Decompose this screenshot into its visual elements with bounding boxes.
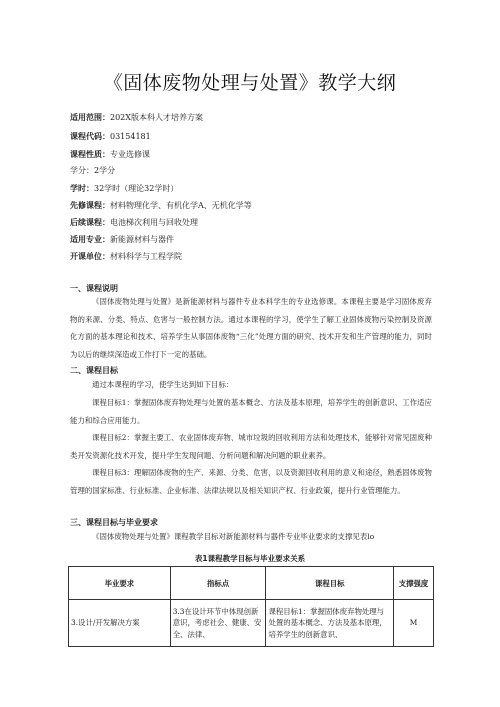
meta-line [70,131,151,142]
cell-course-goal: 课程目标1：掌握固体废弃物处理与处置的基本概念、方法及基本原理，培养学生的创新意识、 [266,600,394,647]
goal-3-paragraph: 课程目标3：理解固体废物的生产、来源、分类、危害，以及资源回收利用的意义和途径，熟悉固体废物管理的国家标准、行业标准、企业标准、法律法规以及相关知识产权、行业政策，提升行业管理能力。 [70,468,432,495]
meta-label: 课程性质： [70,150,110,159]
goal-2-paragraph: 课程目标2：掌握主要工、农业固体废弃物、城市垃圾的回收利用方法和处理技术，能够针对常见固废种类开发资源化技术开发，提升学生发现问题、分析问题和解决问题的职业素养。 [70,433,432,460]
meta-line [70,217,198,228]
meta-line [70,165,115,176]
section-3-paragraph: 《固体废物处理与处置》课程教学目标对新能源材料与器件专业毕业要求的支撑见表lo [92,532,375,541]
goals-requirements-table [68,566,434,647]
meta-value: 03154181 [110,132,151,141]
section-heading-1: 一、课程说明 [70,284,118,293]
header-support-strength: 支撑强度 [394,567,434,600]
meta-line [70,112,203,123]
meta-line [70,200,252,211]
meta-line [70,251,182,262]
document-title: 《固体废物处理与处置》教学大纲 [103,72,397,94]
table-caption: 表1课程教学目标与毕业要求关系 [194,554,306,563]
meta-line [70,183,178,194]
meta-label: 先修课程： [70,201,110,210]
meta-label: 学时： [70,184,94,193]
section-1-paragraph: 《固体废物处理与处置》是新能源材料与器件专业本科学生的专业选修课。本课程主要是学习固体废弃物的来源、分类、特点、危害与一般控制方法。通过本课程的学习，使学生了解工业固体废物污染控制及资源化方面的基本理论和技术、培养学生从事固体废物“三化”处理方面的研究、技术开发和生产管理的能力，同时为以后的继续深造或工作打下一定的基础。 [70,297,432,359]
meta-label: 后续课程： [70,218,110,227]
section-heading-3: 三、课程目标与毕业要求 [70,518,158,527]
meta-value: 学分：2学分 [70,166,116,175]
section-2-intro: 通过本课程的学习，使学生达到如下目标： [92,380,234,389]
meta-value: 专业选修课 [110,150,150,159]
meta-value: 材料物理化学、有机化学A、无机化学等 [110,201,252,210]
table-header-row [69,567,434,600]
meta-value: 材料科学与工程学院 [110,252,182,261]
header-course-goal: 课程目标 [266,567,394,600]
meta-line [70,149,150,160]
cell-support-strength: M [394,600,434,647]
header-graduation-requirement: 毕业要求 [69,567,171,600]
meta-label: 适用范围： [70,113,110,122]
meta-value: 电池梯次利用与回收处理 [110,218,198,227]
meta-line [70,234,174,245]
meta-value: 202X版本科人才培养方案 [110,113,203,122]
meta-label: 开课单位： [70,252,110,261]
meta-label: 课程代码： [70,132,110,141]
meta-value: 新能源材料与器件 [110,235,174,244]
meta-value: 32学时（理论32学时） [94,184,179,193]
cell-indicator: 3.3在设计环节中体现创新意识，考虑社会、健康、安全、法律、 [170,600,266,647]
header-indicator: 指标点 [170,567,266,600]
section-heading-2: 二、课程目标 [70,366,118,375]
goal-1-paragraph: 课程目标1：掌握固体废弃物处理与处置的基本概念、方法及基本原理，培养学生的创新意识、工作适应能力和综合应用能力。 [70,398,432,425]
meta-label: 适用专业： [70,235,110,244]
table-row [69,600,434,647]
cell-graduation-requirement: 3.设计/开发解决方案 [69,600,171,647]
